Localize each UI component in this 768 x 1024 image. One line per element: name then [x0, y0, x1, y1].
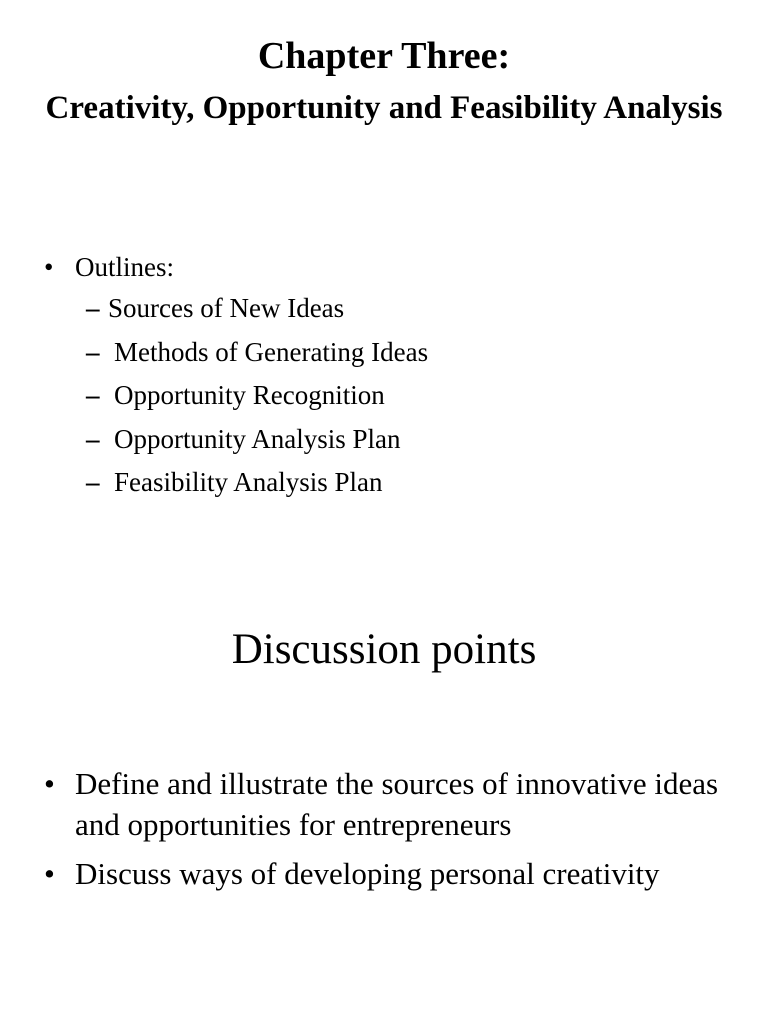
- outline-item-text: Opportunity Recognition: [114, 380, 385, 410]
- outline-item-text: Methods of Generating Ideas: [114, 336, 429, 367]
- discussion-item: [44, 763, 734, 845]
- dash-icon: –: [86, 423, 100, 454]
- outline-item: [44, 287, 724, 331]
- dash-icon: –: [86, 336, 100, 367]
- discussion-title: Discussion points: [231, 626, 537, 673]
- discussion-item-text: Define and illustrate the sources of innovative ideas and opportunities for entrepreneurs: [75, 766, 719, 842]
- outline-item-text: Sources of New Ideas: [108, 293, 345, 323]
- outline-list: [44, 247, 724, 505]
- dash-icon: –: [86, 293, 100, 323]
- outline-sub-list: [44, 287, 724, 505]
- outline-heading: [44, 247, 724, 287]
- bullet-icon: •: [44, 856, 55, 891]
- bullet-icon: •: [44, 252, 54, 282]
- chapter-title: Chapter Three:: [257, 35, 511, 77]
- outline-item-text: Opportunity Analysis Plan: [114, 423, 401, 454]
- dash-icon: –: [86, 380, 100, 410]
- discussion-list: [44, 763, 734, 902]
- discussion-item: [44, 853, 734, 894]
- dash-icon: –: [86, 467, 100, 497]
- bullet-icon: •: [44, 766, 55, 801]
- outline-item: [44, 331, 724, 375]
- outline-label: Outlines:: [75, 252, 174, 282]
- outline-item: [44, 461, 724, 505]
- slide-discussion-points: [0, 560, 768, 1024]
- outline-item: [44, 374, 724, 418]
- discussion-item-text: Discuss ways of developing personal creativity: [75, 856, 660, 891]
- chapter-subtitle: Creativity, Opportunity and Feasibility Analysis: [45, 90, 723, 126]
- outline-item-text: Feasibility Analysis Plan: [114, 467, 383, 497]
- outline-item: [44, 418, 724, 462]
